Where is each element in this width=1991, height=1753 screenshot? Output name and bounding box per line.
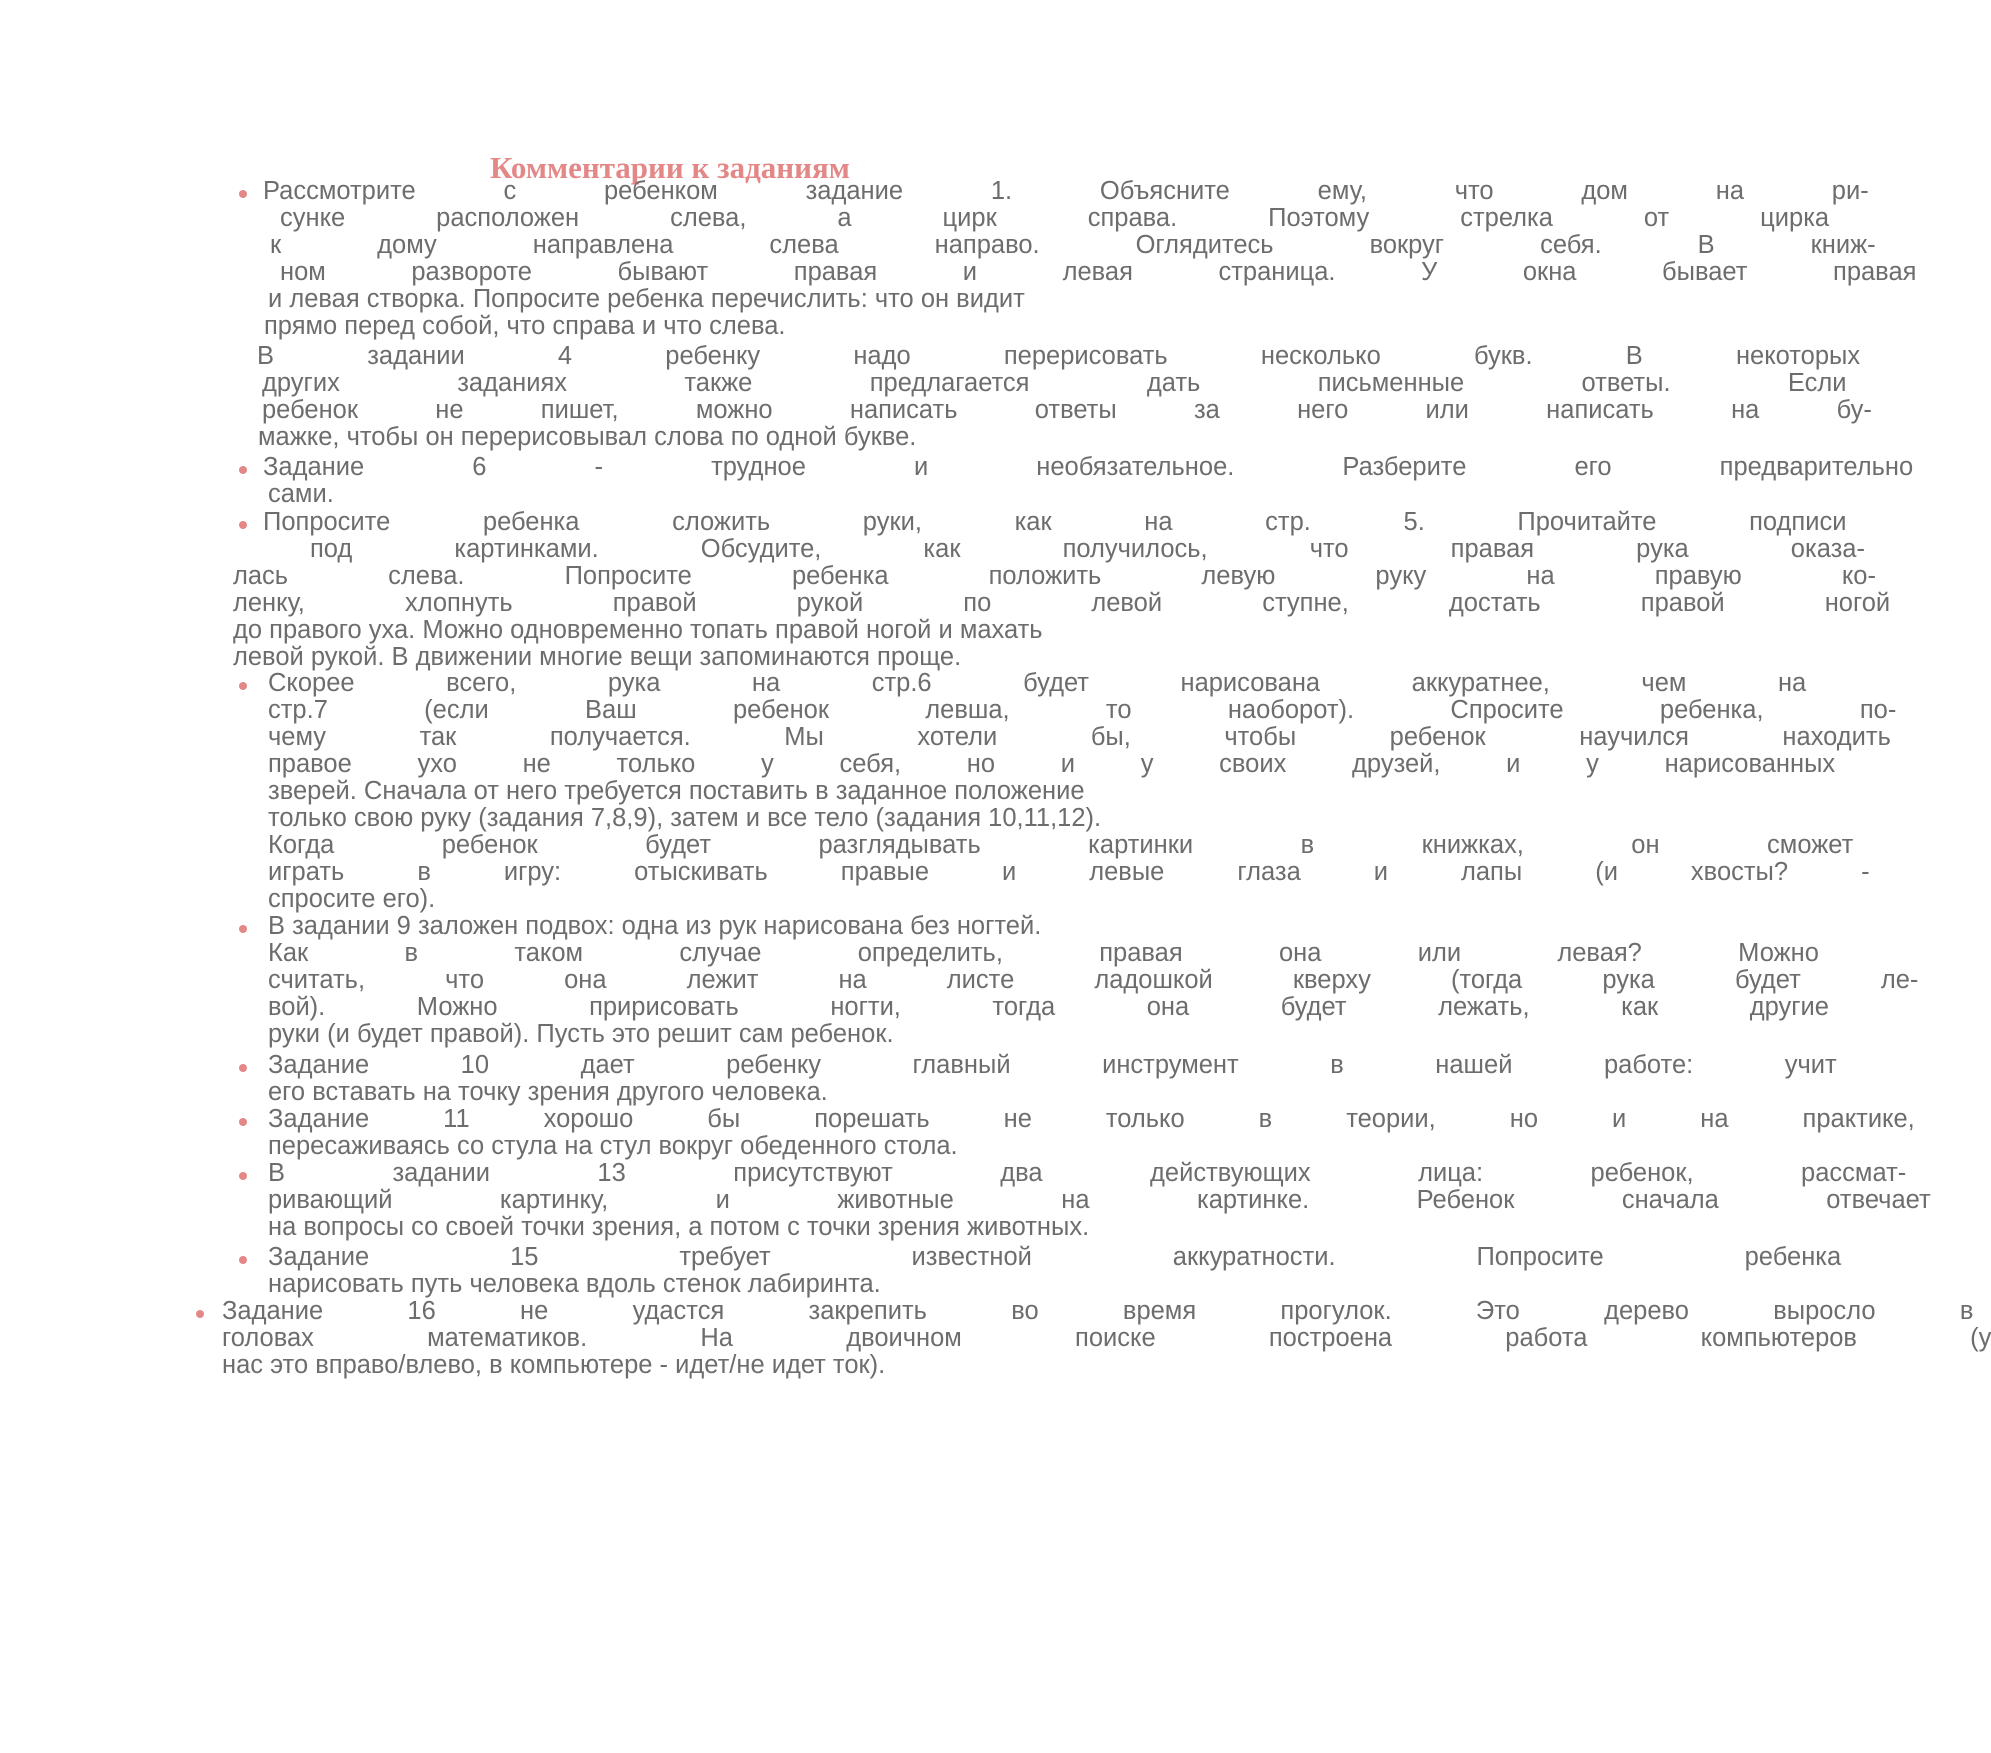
text-line: Задание 10 дает ребенку главный инструмент в нашей работе: учит — [268, 1051, 1837, 1079]
text-line: его вставать на точку зрения другого человека. — [268, 1078, 828, 1106]
text-line: Рассмотрите с ребенком задание 1. Объясните ему, что дом на ри- — [263, 177, 1869, 205]
text-line: мажке, чтобы он перерисовывал слова по одной букве. — [258, 423, 917, 451]
text-line: под картинками. Обсудите, как получилось, что правая рука оказа- — [310, 535, 1865, 563]
text-line: и левая створка. Попросите ребенка перечислить: что он видит — [268, 285, 1025, 313]
text-line: к дому направлена слева направо. Оглядитесь вокруг себя. В книж- — [270, 231, 1876, 259]
text-line: В задании 9 заложен подвох: одна из рук нарисована без ногтей. — [268, 912, 1042, 940]
text-line: ребенок не пишет, можно написать ответы за него или написать на бу- — [262, 396, 1872, 424]
text-line: Задание 6 - трудное и необязательное. Разберите его предварительно — [263, 453, 1914, 481]
text-line: только свою руку (задания 7,8,9), затем и все тело (задания 10,11,12). — [268, 804, 1102, 832]
text-line: В задании 4 ребенку надо перерисовать несколько букв. В некоторых — [257, 342, 1861, 370]
text-line: играть в игру: отыскивать правые и левые глаза и лапы (и хвосты? - — [268, 858, 1870, 886]
bullet-icon — [239, 682, 247, 690]
text-line: стр.7 (если Ваш ребенок левша, то наоборот). Спросите ребенка, по- — [268, 696, 1897, 724]
text-line: правое ухо не только у себя, но и у своих друзей, и у нарисованных — [268, 750, 1836, 778]
text-line: Задание 11 хорошо бы порешать не только в теории, но и на практике, — [268, 1105, 1915, 1133]
text-line: спросите его). — [268, 885, 436, 913]
text-line: Попросите ребенка сложить руки, как на стр. 5. Прочитайте подписи — [263, 508, 1847, 536]
text-line: прямо перед собой, что справа и что слева. — [264, 312, 786, 340]
bullet-icon — [239, 925, 247, 933]
text-line: Задание 15 требует известной аккуратности. Попросите ребенка — [268, 1243, 1842, 1271]
text-line: пересаживаясь со стула на стул вокруг обеденного стола. — [268, 1132, 958, 1160]
text-line: Скорее всего, рука на стр.6 будет нарисована аккуратнее, чем на — [268, 669, 1807, 697]
bullet-icon — [239, 521, 247, 529]
bullet-icon — [239, 1256, 247, 1264]
text-line: руки (и будет правой). Пусть это решит сам ребенок. — [268, 1020, 894, 1048]
text-line: Задание 16 не удастся закрепить во время прогулок. Это дерево выросло в — [222, 1297, 1974, 1325]
text-line: Когда ребенок будет разглядывать картинки в книжках, он сможет — [268, 831, 1854, 859]
bullet-icon — [239, 190, 247, 198]
text-line: нарисовать путь человека вдоль стенок лабиринта. — [268, 1270, 881, 1298]
text-line: чему так получается. Мы хотели бы, чтобы ребенок научился находить — [268, 723, 1891, 751]
text-line: Как в таком случае определить, правая она или левая? Можно — [268, 939, 1819, 967]
text-line: головах математиков. На двоичном поиске построена работа компьютеров (у — [222, 1324, 1991, 1352]
text-line: зверей. Сначала от него требуется поставить в заданное положение — [268, 777, 1085, 805]
text-line: ном развороте бывают правая и левая страница. У окна бывает правая — [280, 258, 1917, 286]
text-line: сунке расположен слева, а цирк справа. Поэтому стрелка от цирка — [280, 204, 1830, 232]
text-line: нас это вправо/влево, в компьютере - идет/не идет ток). — [222, 1351, 886, 1379]
text-line: до правого уха. Можно одновременно топать правой ногой и махать — [233, 616, 1043, 644]
bullet-icon — [239, 1118, 247, 1126]
bullet-icon — [239, 466, 247, 474]
text-line: сами. — [268, 480, 334, 508]
text-line: ленку, хлопнуть правой рукой по левой ступне, достать правой ногой — [233, 589, 1891, 617]
text-line: лась слева. Попросите ребенка положить левую руку на правую ко- — [233, 562, 1876, 590]
text-line: В задании 13 присутствуют два действующих лица: ребенок, рассмат- — [268, 1159, 1907, 1187]
bullet-icon — [196, 1310, 204, 1318]
text-line: других заданиях также предлагается дать письменные ответы. Если — [262, 369, 1847, 397]
text-line: ривающий картинку, и животные на картинке. Ребенок сначала отвечает — [268, 1186, 1931, 1214]
page-title: Комментарии к заданиям — [490, 150, 850, 185]
bullet-icon — [239, 1172, 247, 1180]
text-line: на вопросы со своей точки зрения, а потом с точки зрения животных. — [268, 1213, 1090, 1241]
text-line: вой). Можно пририсовать ногти, тогда она будет лежать, как другие — [268, 993, 1829, 1021]
text-line: левой рукой. В движении многие вещи запоминаются проще. — [233, 643, 962, 671]
text-line: считать, что она лежит на листе ладошкой кверху (тогда рука будет ле- — [268, 966, 1919, 994]
bullet-icon — [239, 1064, 247, 1072]
